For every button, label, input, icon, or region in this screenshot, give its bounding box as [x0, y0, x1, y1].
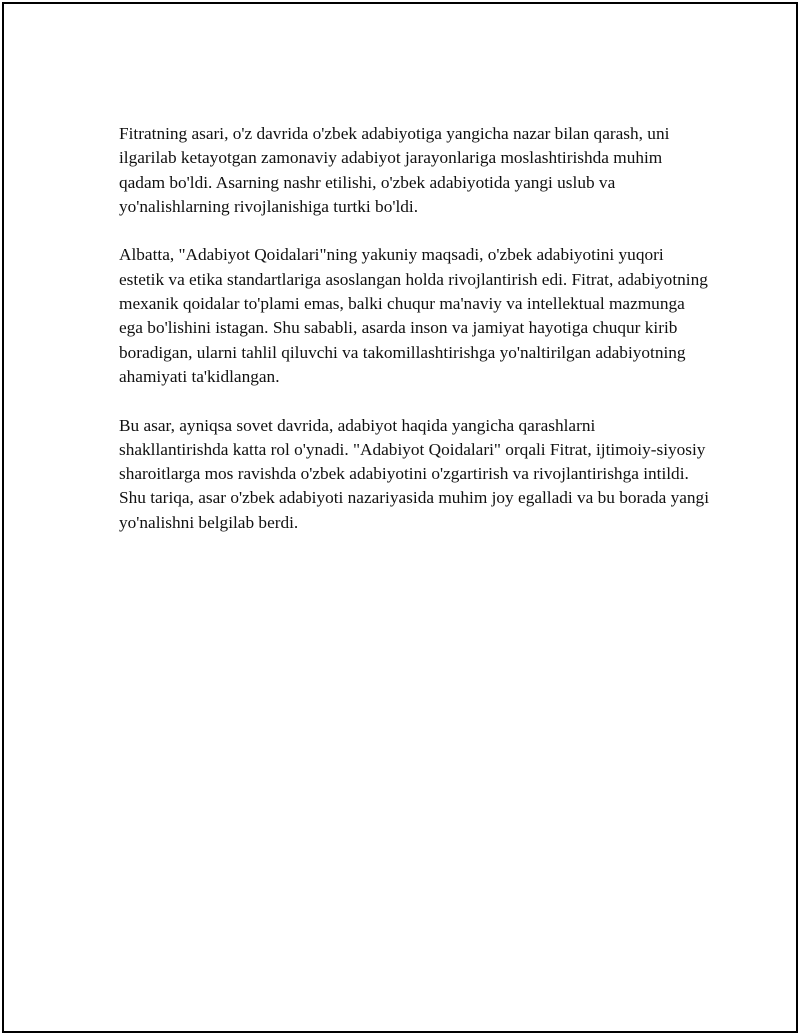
paragraph-2: Albatta, "Adabiyot Qoidalari"ning yakuniy maqsadi, o'zbek adabiyotini yuqori estetik va etika standartlariga asoslangan holda rivojlantirish edi. Fitrat, adabiyotning mexanik qoidalar to'plami emas, balki chuqur ma'naviy va intellektual mazmunga ega bo'lishini istagan. Shu sababli, asarda inson va jamiyat hayotiga chuqur kirib boradigan, ularni tahlil qiluvchi va takomillashtirishga yo'naltirilgan adabiyotning ahamiyati ta'kidlangan. [119, 245, 708, 386]
paragraph-1: Fitratning asari, o'z davrida o'zbek adabiyotiga yangicha nazar bilan qarash, uni ilgarilab ketayotgan zamonaviy adabiyot jarayonlariga moslashtirishda muhim qadam bo'ldi. Asarning nashr etilishi, o'zbek adabiyotida yangi uslub va yo'nalishlarning rivojlanishiga turtki bo'ldi. [119, 124, 670, 216]
document-body [119, 122, 709, 559]
document-page [2, 2, 798, 1033]
paragraph-3: Bu asar, ayniqsa sovet davrida, adabiyot haqida yangicha qarashlarni shakllantirishda katta rol o'ynadi. "Adabiyot Qoidalari" orqali Fitrat, ijtimoiy-siyosiy sharoitlarga mos ravishda o'zbek adabiyotini o'zgartirish va rivojlantirishga intildi. Shu tariqa, asar o'zbek adabiyoti nazariyasida muhim joy egalladi va bu borada yangi yo'nalishni belgilab berdi. [119, 415, 710, 532]
